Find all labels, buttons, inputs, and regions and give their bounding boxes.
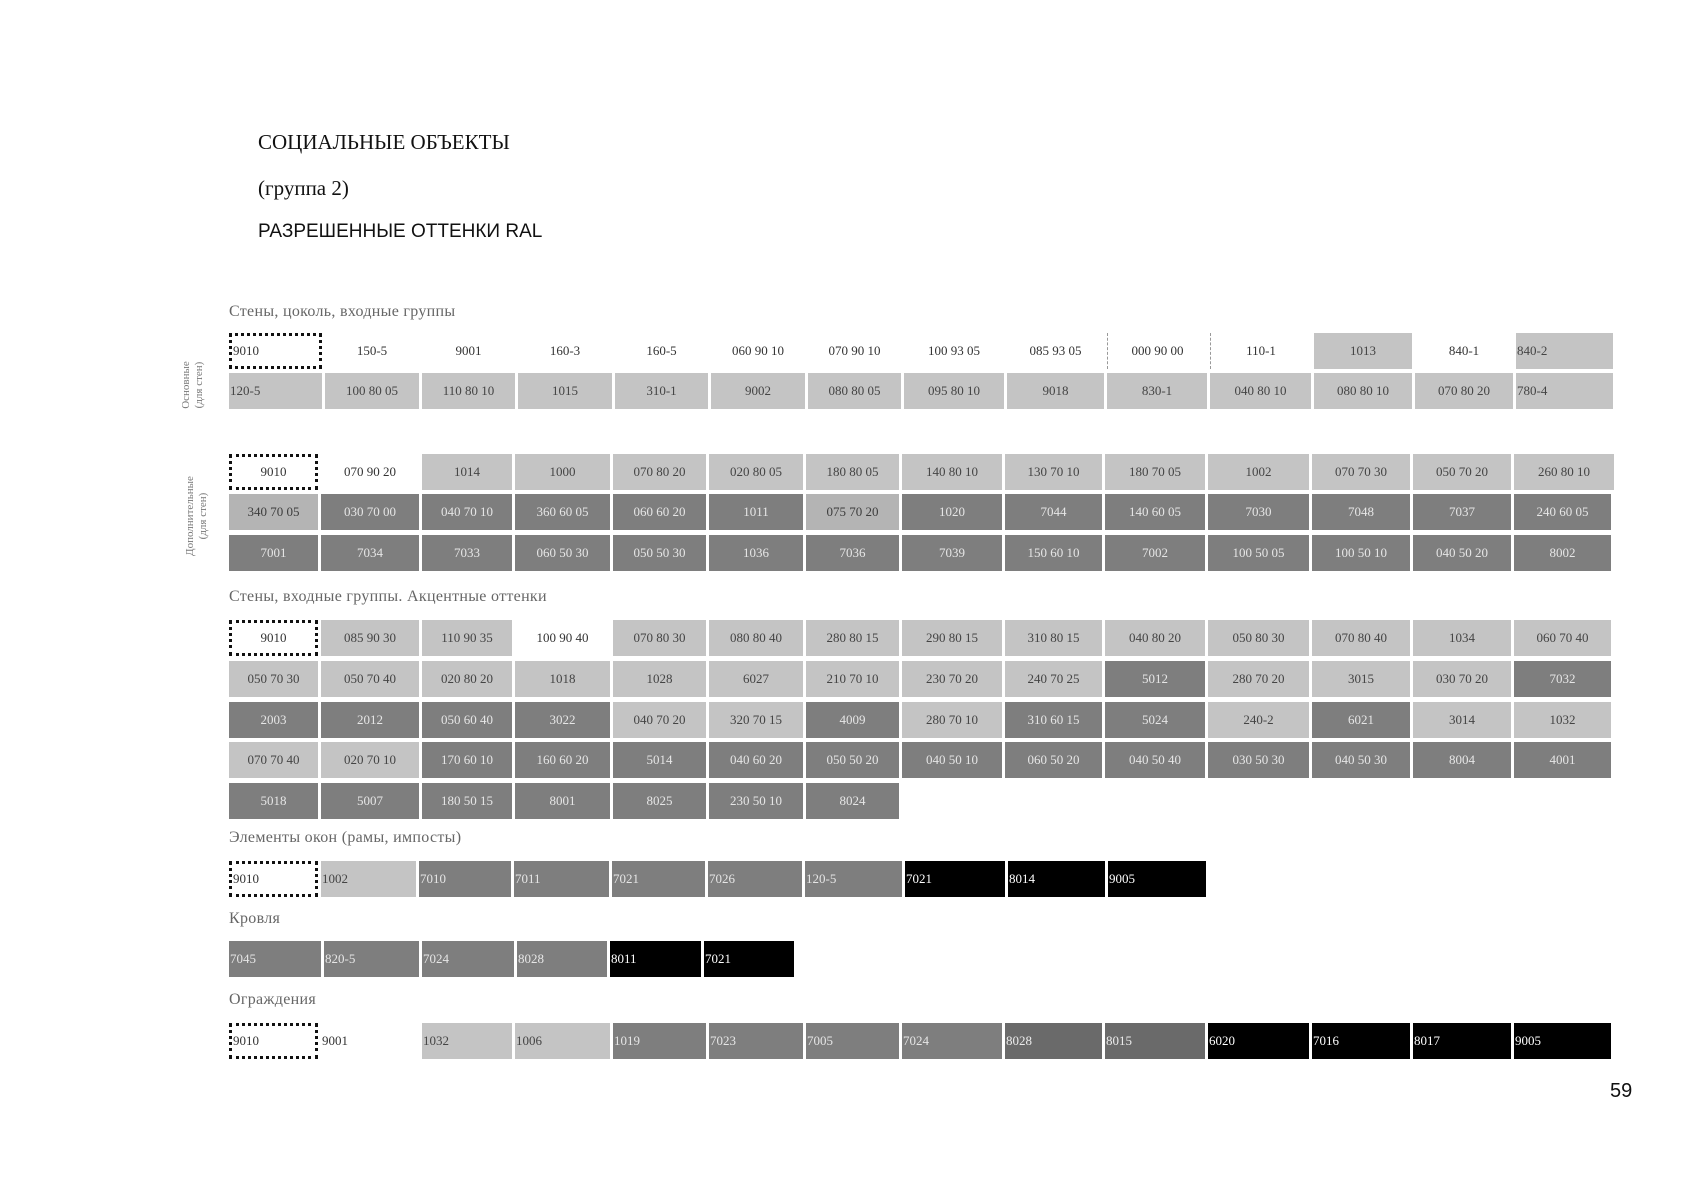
color-swatch: 020 80 05 [709, 454, 803, 490]
color-swatch: 1011 [709, 494, 803, 530]
color-swatch: 3015 [1312, 661, 1410, 697]
color-swatch: 2003 [229, 702, 318, 738]
color-swatch: 7005 [806, 1023, 899, 1059]
color-swatch: 150 60 10 [1005, 535, 1102, 571]
color-swatch: 050 70 40 [321, 661, 419, 697]
color-swatch: 9005 [1514, 1023, 1611, 1059]
color-swatch: 9005 [1108, 861, 1206, 897]
color-swatch: 160 60 20 [515, 742, 610, 778]
color-swatch: 030 50 30 [1208, 742, 1309, 778]
color-swatch: 1028 [613, 661, 706, 697]
side-label-extra-line2: (для стен) [197, 492, 209, 540]
color-swatch: 1019 [613, 1023, 706, 1059]
color-swatch: 7021 [905, 861, 1005, 897]
color-swatch: 780-4 [1516, 373, 1613, 409]
color-swatch: 085 90 30 [321, 620, 419, 656]
color-swatch: 1000 [515, 454, 610, 490]
color-swatch: 7030 [1208, 494, 1309, 530]
color-swatch: 140 80 10 [902, 454, 1002, 490]
color-swatch: 7044 [1005, 494, 1102, 530]
color-swatch: 100 50 10 [1312, 535, 1410, 571]
swatch-row [229, 333, 1616, 369]
color-swatch: 3022 [515, 702, 610, 738]
section-label-accent: Стены, входные группы. Акцентные оттенки [229, 588, 547, 605]
color-swatch: 5024 [1105, 702, 1205, 738]
color-swatch: 290 80 15 [902, 620, 1002, 656]
swatch-row [229, 1023, 1614, 1059]
color-swatch: 9001 [321, 1023, 419, 1059]
color-swatch: 080 80 10 [1314, 373, 1412, 409]
color-swatch: 7002 [1105, 535, 1205, 571]
color-swatch: 1013 [1314, 333, 1412, 369]
color-swatch: 040 80 20 [1105, 620, 1205, 656]
color-swatch: 280 70 20 [1208, 661, 1309, 697]
color-swatch: 9001 [422, 333, 515, 369]
color-swatch: 030 70 20 [1413, 661, 1511, 697]
color-swatch: 180 50 15 [422, 783, 512, 819]
color-swatch: 8028 [517, 941, 607, 977]
color-swatch: 040 80 10 [1210, 373, 1311, 409]
color-swatch: 6021 [1312, 702, 1410, 738]
color-swatch: 070 90 10 [808, 333, 901, 369]
color-swatch: 9002 [711, 373, 805, 409]
color-swatch: 120-5 [805, 861, 902, 897]
swatch-row [229, 742, 1614, 778]
color-swatch: 085 93 05 [1007, 333, 1104, 369]
color-swatch: 7011 [514, 861, 609, 897]
color-swatch: 280 80 15 [806, 620, 899, 656]
color-swatch: 9010 [229, 333, 322, 369]
color-swatch: 070 90 20 [321, 454, 419, 490]
color-swatch: 310 60 15 [1005, 702, 1102, 738]
page-group: (группа 2) [258, 176, 349, 200]
color-swatch: 120-5 [229, 373, 322, 409]
swatch-row [229, 454, 1617, 490]
color-swatch: 2012 [321, 702, 419, 738]
color-swatch: 1032 [422, 1023, 512, 1059]
color-swatch: 6027 [709, 661, 803, 697]
page-title: СОЦИАЛЬНЫЕ ОБЪЕКТЫ [258, 130, 510, 154]
color-swatch: 160-5 [615, 333, 708, 369]
color-swatch: 070 70 30 [1312, 454, 1410, 490]
color-swatch: 110-1 [1210, 333, 1311, 369]
color-swatch: 1006 [515, 1023, 610, 1059]
color-swatch: 5007 [321, 783, 419, 819]
color-swatch: 040 50 40 [1105, 742, 1205, 778]
color-swatch: 060 50 30 [515, 535, 610, 571]
color-swatch: 020 80 20 [422, 661, 512, 697]
color-swatch: 040 70 10 [422, 494, 512, 530]
color-swatch: 4001 [1514, 742, 1611, 778]
color-swatch: 260 80 10 [1514, 454, 1614, 490]
color-swatch: 820-5 [324, 941, 419, 977]
color-swatch: 140 60 05 [1105, 494, 1205, 530]
color-swatch: 040 60 20 [709, 742, 803, 778]
color-swatch: 8011 [610, 941, 701, 977]
color-swatch: 7034 [321, 535, 419, 571]
side-label-extra [184, 451, 210, 581]
color-swatch: 150-5 [325, 333, 419, 369]
color-swatch: 7024 [902, 1023, 1002, 1059]
color-swatch: 5012 [1105, 661, 1205, 697]
color-swatch: 7026 [708, 861, 802, 897]
color-swatch: 060 70 40 [1514, 620, 1611, 656]
color-swatch: 360 60 05 [515, 494, 610, 530]
color-swatch: 170 60 10 [422, 742, 512, 778]
color-swatch: 100 93 05 [904, 333, 1004, 369]
color-swatch: 180 80 05 [806, 454, 899, 490]
color-swatch: 070 80 30 [613, 620, 706, 656]
color-swatch: 1002 [1208, 454, 1309, 490]
swatch-row [229, 535, 1614, 571]
color-swatch: 230 50 10 [709, 783, 803, 819]
color-swatch: 060 90 10 [711, 333, 805, 369]
color-swatch: 7036 [806, 535, 899, 571]
color-swatch: 1015 [518, 373, 612, 409]
color-swatch: 7033 [422, 535, 512, 571]
color-swatch: 160-3 [518, 333, 612, 369]
color-swatch: 6020 [1208, 1023, 1309, 1059]
swatch-row [229, 861, 1209, 897]
side-label-basic [180, 350, 206, 420]
color-swatch: 840-1 [1415, 333, 1513, 369]
color-swatch: 7001 [229, 535, 318, 571]
color-swatch: 9010 [229, 861, 318, 897]
color-swatch: 8015 [1105, 1023, 1205, 1059]
color-swatch: 8025 [613, 783, 706, 819]
swatch-row [229, 620, 1614, 656]
color-swatch: 7023 [709, 1023, 803, 1059]
color-swatch: 1020 [902, 494, 1002, 530]
color-swatch: 100 90 40 [515, 620, 610, 656]
color-swatch: 040 70 20 [613, 702, 706, 738]
color-swatch: 310 80 15 [1005, 620, 1102, 656]
color-swatch: 1014 [422, 454, 512, 490]
color-swatch: 040 50 30 [1312, 742, 1410, 778]
color-swatch: 1036 [709, 535, 803, 571]
color-swatch: 840-2 [1516, 333, 1613, 369]
color-swatch: 830-1 [1107, 373, 1207, 409]
color-swatch: 030 70 00 [321, 494, 419, 530]
color-swatch: 5018 [229, 783, 318, 819]
color-swatch: 020 70 10 [321, 742, 419, 778]
color-swatch: 080 80 05 [808, 373, 901, 409]
color-swatch: 095 80 10 [904, 373, 1004, 409]
section-label-windows: Элементы окон (рамы, импосты) [229, 829, 462, 846]
color-swatch: 210 70 10 [806, 661, 899, 697]
color-swatch: 110 80 10 [422, 373, 515, 409]
color-swatch: 340 70 05 [229, 494, 318, 530]
color-swatch: 100 80 05 [325, 373, 419, 409]
color-swatch: 9010 [229, 454, 318, 490]
swatch-row [229, 702, 1614, 738]
color-swatch: 310-1 [615, 373, 708, 409]
color-swatch: 050 80 30 [1208, 620, 1309, 656]
color-swatch: 5014 [613, 742, 706, 778]
color-swatch: 7032 [1514, 661, 1611, 697]
color-swatch: 4009 [806, 702, 899, 738]
color-swatch: 8002 [1514, 535, 1611, 571]
swatch-row [229, 494, 1614, 530]
section-label-fences: Ограждения [229, 991, 316, 1008]
side-label-basic-line2: (для стен) [193, 361, 205, 409]
color-swatch: 130 70 10 [1005, 454, 1102, 490]
color-swatch: 070 70 40 [229, 742, 318, 778]
color-swatch: 240-2 [1208, 702, 1309, 738]
color-swatch: 320 70 15 [709, 702, 803, 738]
color-swatch: 7021 [612, 861, 705, 897]
color-swatch: 8001 [515, 783, 610, 819]
color-swatch: 070 80 40 [1312, 620, 1410, 656]
side-label-basic-line1: Основные [180, 361, 192, 409]
page-subtitle: РАЗРЕШЕННЫЕ ОТТЕНКИ RAL [258, 221, 543, 242]
color-swatch: 3014 [1413, 702, 1511, 738]
color-swatch: 1018 [515, 661, 610, 697]
color-swatch: 050 60 40 [422, 702, 512, 738]
color-swatch: 7016 [1312, 1023, 1410, 1059]
color-swatch: 050 50 30 [613, 535, 706, 571]
color-swatch: 8014 [1008, 861, 1105, 897]
color-swatch: 8004 [1413, 742, 1511, 778]
color-swatch: 110 90 35 [422, 620, 512, 656]
color-swatch: 240 70 25 [1005, 661, 1102, 697]
section-label-walls: Стены, цоколь, входные группы [229, 303, 456, 320]
section-label-roof: Кровля [229, 910, 281, 927]
color-swatch: 7045 [229, 941, 321, 977]
color-swatch: 8017 [1413, 1023, 1511, 1059]
swatch-row [229, 373, 1616, 409]
color-swatch: 000 90 00 [1107, 333, 1207, 369]
color-swatch: 8028 [1005, 1023, 1102, 1059]
color-swatch: 1032 [1514, 702, 1611, 738]
side-label-extra-line1: Дополнительные [184, 476, 196, 556]
color-swatch: 100 50 05 [1208, 535, 1309, 571]
swatch-row [229, 661, 1614, 697]
color-swatch: 050 70 20 [1413, 454, 1511, 490]
color-swatch: 050 50 20 [806, 742, 899, 778]
color-swatch: 1034 [1413, 620, 1511, 656]
swatch-row [229, 941, 797, 977]
color-swatch: 040 50 10 [902, 742, 1002, 778]
color-swatch: 060 50 20 [1005, 742, 1102, 778]
color-swatch: 080 80 40 [709, 620, 803, 656]
color-swatch: 7037 [1413, 494, 1511, 530]
color-swatch: 7010 [419, 861, 511, 897]
color-swatch: 1002 [321, 861, 416, 897]
color-swatch: 050 70 30 [229, 661, 318, 697]
page-number: 59 [1610, 1080, 1633, 1102]
color-swatch: 280 70 10 [902, 702, 1002, 738]
color-swatch: 075 70 20 [806, 494, 899, 530]
color-swatch: 9010 [229, 620, 318, 656]
color-swatch: 240 60 05 [1514, 494, 1611, 530]
color-swatch: 070 80 20 [1415, 373, 1513, 409]
color-swatch: 7024 [422, 941, 514, 977]
color-swatch: 7048 [1312, 494, 1410, 530]
color-swatch: 8024 [806, 783, 899, 819]
color-swatch: 9010 [229, 1023, 318, 1059]
color-swatch: 7021 [704, 941, 794, 977]
color-swatch: 060 60 20 [613, 494, 706, 530]
swatch-row [229, 783, 902, 819]
color-swatch: 7039 [902, 535, 1002, 571]
color-swatch: 9018 [1007, 373, 1104, 409]
color-swatch: 180 70 05 [1105, 454, 1205, 490]
color-swatch: 070 80 20 [613, 454, 706, 490]
color-swatch: 040 50 20 [1413, 535, 1511, 571]
color-swatch: 230 70 20 [902, 661, 1002, 697]
